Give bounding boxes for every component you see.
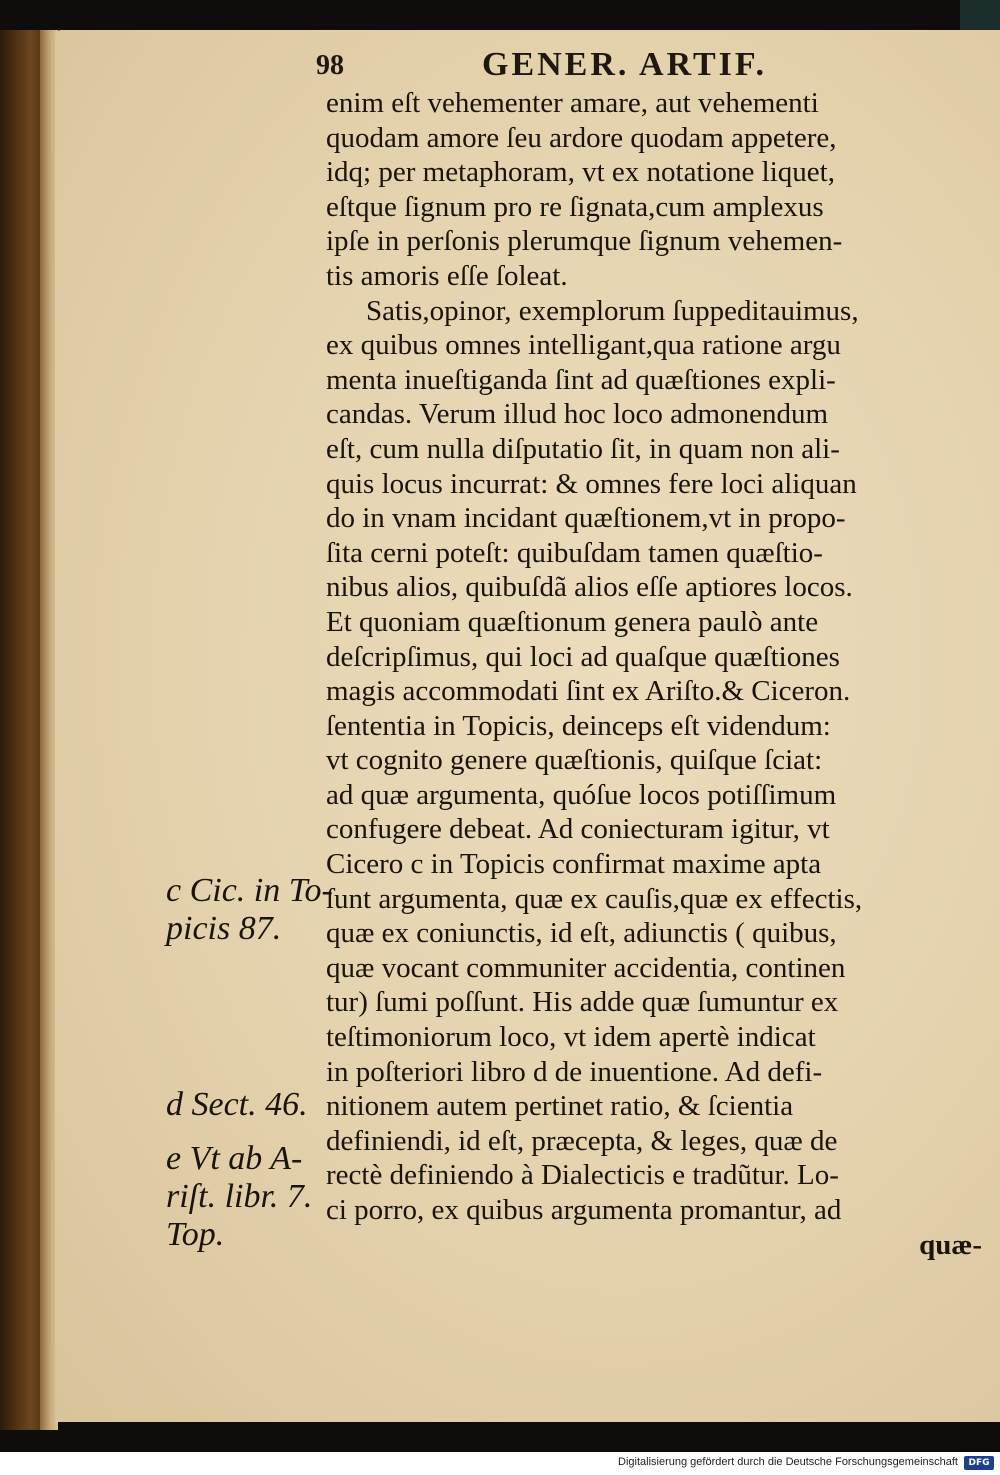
digitization-footer bbox=[0, 1452, 1000, 1475]
text-line: ſententia in Topicis, deinceps eſt videndum: bbox=[326, 709, 831, 742]
text-line: Et quoniam quæſtionum genera paulò ante bbox=[326, 605, 819, 638]
marginal-note-d bbox=[166, 1086, 336, 1124]
text-line: menta inueſtiganda ſint ad quæſtiones expli- bbox=[326, 363, 836, 396]
text-line: do in vnam incidant quæſtionem,vt in propo- bbox=[326, 502, 846, 535]
text-line: quis locus incurrat: & omnes fere loci aliquan bbox=[326, 467, 857, 500]
marginal-note-line: d Sect. 46. bbox=[166, 1086, 308, 1123]
text-line: ipſe in perſonis plerumque ſignum vehemen- bbox=[326, 225, 843, 258]
dfg-logo-icon: DFG bbox=[964, 1456, 994, 1470]
text-line: in poſteriori libro d de inuentione. Ad defi- bbox=[326, 1055, 823, 1088]
text-line: rectè definiendo à Dialecticis e tradũtur. Lo- bbox=[326, 1159, 839, 1192]
marginal-note-c bbox=[166, 872, 336, 948]
text-line: Cicero c in Topicis confirmat maxime apta bbox=[326, 848, 822, 881]
text-line: ex quibus omnes intelligant,qua ratione argu bbox=[326, 329, 841, 362]
text-line: definiendi, id eſt, præcepta, & leges, quæ de bbox=[326, 1124, 838, 1157]
text-line: enim eſt vehementer amare, aut vehementi bbox=[326, 87, 819, 119]
text-line: quodam amore ſeu ardore quodam appetere, bbox=[326, 121, 837, 154]
text-line: nibus alios, quibuſdã alios eſſe aptiores locos. bbox=[326, 571, 853, 604]
text-line: ad quæ argumenta, quóſue locos potiſſimum bbox=[326, 778, 837, 811]
text-line: eſtque ſignum pro re ſignata,cum amplexus bbox=[326, 190, 824, 223]
catchword: quæ- bbox=[919, 1228, 982, 1261]
text-line: ſita cerni poteſt: quibuſdam tamen quæſtio- bbox=[326, 536, 823, 569]
text-line: quæ vocant communiter accidentia, continen bbox=[326, 951, 846, 984]
text-line: candas. Verum illud hoc loco admonendum bbox=[326, 398, 829, 431]
text-line: confugere debeat. Ad coniecturam igitur, vt bbox=[326, 813, 830, 846]
marginal-note-line: picis 87. bbox=[166, 910, 282, 947]
text-line: vt cognito genere quæſtionis, quiſque ſciat: bbox=[326, 744, 823, 777]
text-line: deſcripſimus, qui loci ad quaſque quæſtiones bbox=[326, 640, 840, 673]
page-header bbox=[316, 46, 1000, 86]
body-text bbox=[326, 86, 1000, 1262]
marginal-note-line: e Vt ab A- bbox=[166, 1140, 303, 1177]
page-number: 98 bbox=[316, 50, 344, 81]
marginal-note-line: c Cic. in To- bbox=[166, 872, 333, 909]
text-line: idq; per metaphoram, vt ex notatione liquet, bbox=[326, 156, 835, 189]
text-line: ci porro, ex quibus argumenta promantur, ad bbox=[326, 1194, 842, 1226]
text-line: Satis,opinor, exemplorum ſuppeditauimus, bbox=[366, 294, 859, 327]
text-line: ſunt argumenta, quæ ex cauſis,quæ ex effectis, bbox=[326, 882, 863, 915]
running-head: GENER. ARTIF. bbox=[482, 46, 768, 83]
marginal-note-line: riſt. libr. 7. bbox=[166, 1178, 313, 1215]
text-line: tis amoris eſſe ſoleat. bbox=[326, 259, 568, 292]
text-line: teſtimoniorum loco, vt idem apertè indicat bbox=[326, 1021, 816, 1054]
text-line: magis accommodati ſint ex Ariſto.& Ciceron. bbox=[326, 675, 851, 708]
text-line: tur) ſumi poſſunt. His adde quæ ſumuntur ex bbox=[326, 986, 839, 1019]
text-line: quæ ex coniunctis, id eſt, adiunctis ( quibus, bbox=[326, 917, 837, 950]
text-line: nitionem autem pertinet ratio, & ſcientia bbox=[326, 1090, 794, 1123]
funding-credit: Digitalisierung gefördert durch die Deutsche Forschungsgemeinschaft bbox=[618, 1456, 958, 1468]
text-line: eſt, cum nulla diſputatio ſit, in quam non ali- bbox=[326, 432, 840, 465]
marginal-note-e bbox=[166, 1140, 336, 1254]
marginal-note-line: Top. bbox=[166, 1216, 225, 1253]
